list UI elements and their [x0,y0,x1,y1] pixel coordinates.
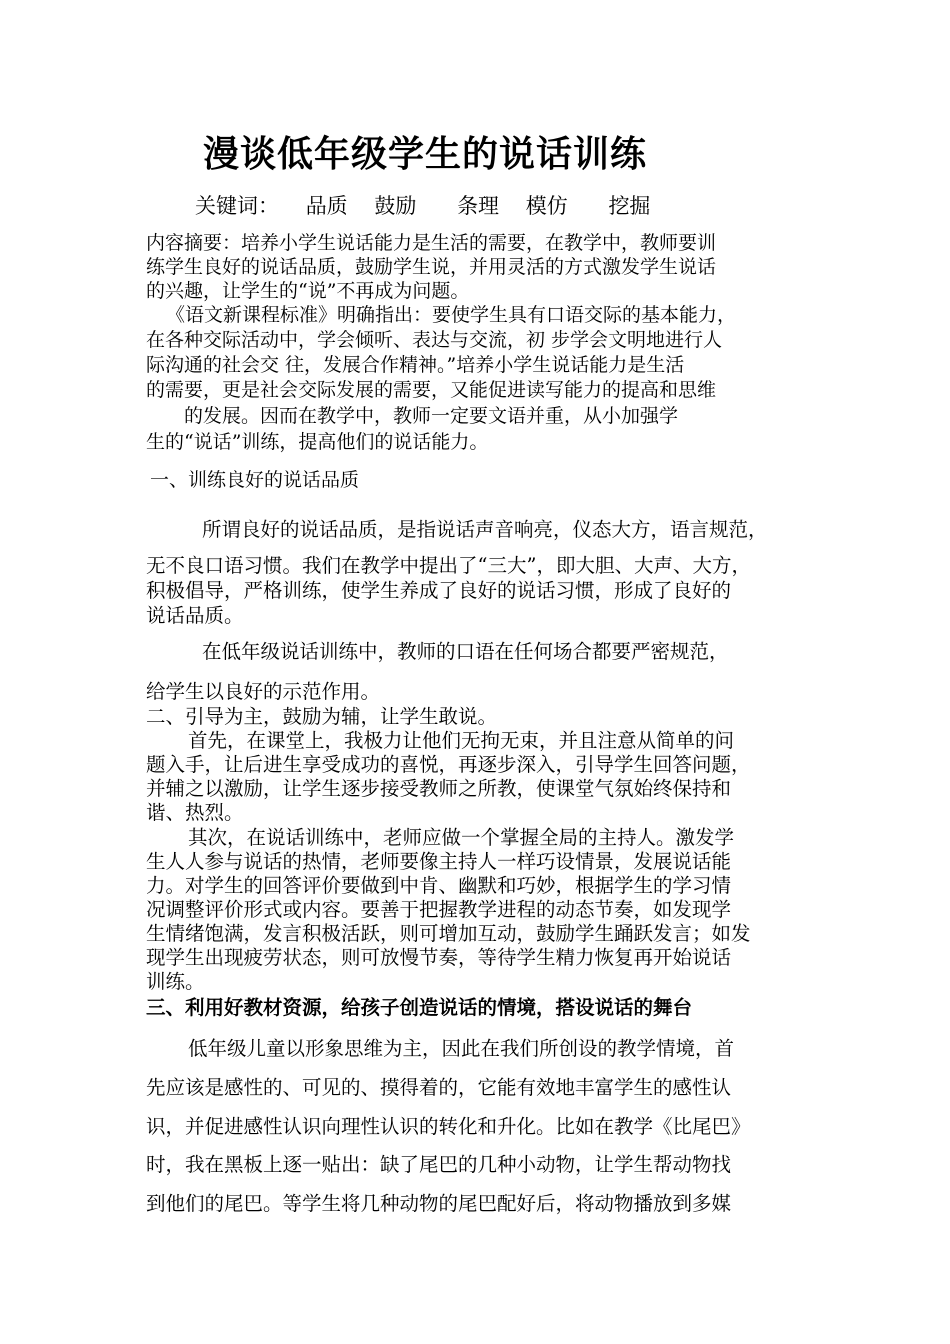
keyword-item: 条理 [457,194,500,218]
paragraph-line: 现学生出现疲劳状态，则可放慢节奏，等待学生精力恢复再开始说话 [146,946,732,969]
keyword-item: 品质 [305,194,348,218]
keyword-item: 挖掘 [608,194,651,218]
paragraph-line: 无不良口语习惯。我们在教学中提出了“三大”，即大胆、大声、大方， [146,554,751,577]
paragraph-line: 生情绪饱满，发言积极活跃，则可增加互动，鼓励学生踊跃发言；如发 [146,922,751,945]
paragraph-line: 在低年级说话训练中，教师的口语在任何场合都要严密规范， [202,640,729,663]
keyword-item: 鼓励 [374,194,417,218]
paragraph-line: 况调整评价形式或内容。要善于把握教学进程的动态节奏，如发现学 [146,898,732,921]
section-heading: 三、利用好教材资源，给孩子创造说话的情境，搭设说话的舞台 [146,996,693,1019]
keywords-line [195,190,650,220]
paragraph-line: 先应该是感性的、可见的、摸得着的，它能有效地丰富学生的感性认 [146,1076,732,1099]
paragraph-line: 生人人参与说话的热情，老师要像主持人一样巧设情景，发展说话能 [146,850,732,873]
intro-line: 的需要，更是社会交际发展的需要，又能促进读写能力的提高和思维 [146,379,717,401]
abstract-line: 练学生良好的说话品质，鼓励学生说，并用灵活的方式激发学生说话 [146,256,717,278]
paragraph-line: 低年级儿童以形象思维为主，因此在我们所创设的教学情境，首 [188,1037,735,1060]
paragraph-line: 首先，在课堂上，我极力让他们无拘无束，并且注意从简单的问 [188,729,735,752]
section-heading: 二、引导为主，鼓励为辅，让学生敢说。 [146,705,498,728]
paragraph-line: 给学生以良好的示范作用。 [146,680,381,703]
paragraph-line: 到他们的尾巴。等学生将几种动物的尾巴配好后，将动物播放到多媒 [146,1192,732,1215]
keywords-label: 关键词： [195,194,279,218]
abstract-line: 的兴趣，让学生的“说”不再成为问题。 [146,280,470,302]
paragraph-line: 并辅之以激励，让学生逐步接受教师之所教，使课堂气氛始终保持和 [146,777,732,800]
paragraph-line: 谐、热烈。 [146,801,244,824]
paragraph-line: 时，我在黑板上逐一贴出：缺了尾巴的几种小动物，让学生帮动物找 [146,1153,732,1176]
abstract-line: 内容摘要：培养小学生说话能力是生活的需要，在教学中，教师要训 [146,232,717,254]
intro-line: 在各种交际活动中，学会倾听、表达与交流，初 步学会文明地进行人 [146,329,723,351]
keyword-item: 模仿 [525,194,568,218]
paragraph-line: 识，并促进感性认识向理性认识的转化和升化。比如在教学《比尾巴》 [146,1115,751,1138]
paragraph-line: 题入手，让后进生享受成功的喜悦，再逐步深入，引导学生回答问题， [146,753,751,776]
intro-line: 《语文新课程标准》明确指出：要使学生具有口语交际的基本能力， [166,304,737,326]
paragraph-line: 训练。 [146,970,205,993]
paragraph-line: 说话品质。 [146,604,244,627]
intro-line: 的发展。因而在教学中，教师一定要文语并重，从小加强学 [184,405,679,427]
intro-line: 生的“说话”训练，提高他们的说话能力。 [146,431,489,453]
document-title: 漫谈低年级学生的说话训练 [203,133,648,175]
section-heading: 一、训练良好的说话品质 [150,469,360,491]
paragraph-line: 积极倡导，严格训练，使学生养成了良好的说话习惯，形成了良好的 [146,579,732,602]
paragraph-line: 所谓良好的说话品质，是指说话声音响亮，仪态大方，语言规范， [202,518,768,541]
paragraph-line: 其次，在说话训练中，老师应做一个掌握全局的主持人。激发学 [188,826,735,849]
intro-line: 际沟通的社会交 往，发展合作精神。”培养小学生说话能力是生活 [146,354,685,376]
paragraph-line: 力。对学生的回答评价要做到中肯、幽默和巧妙，根据学生的学习情 [146,874,732,897]
